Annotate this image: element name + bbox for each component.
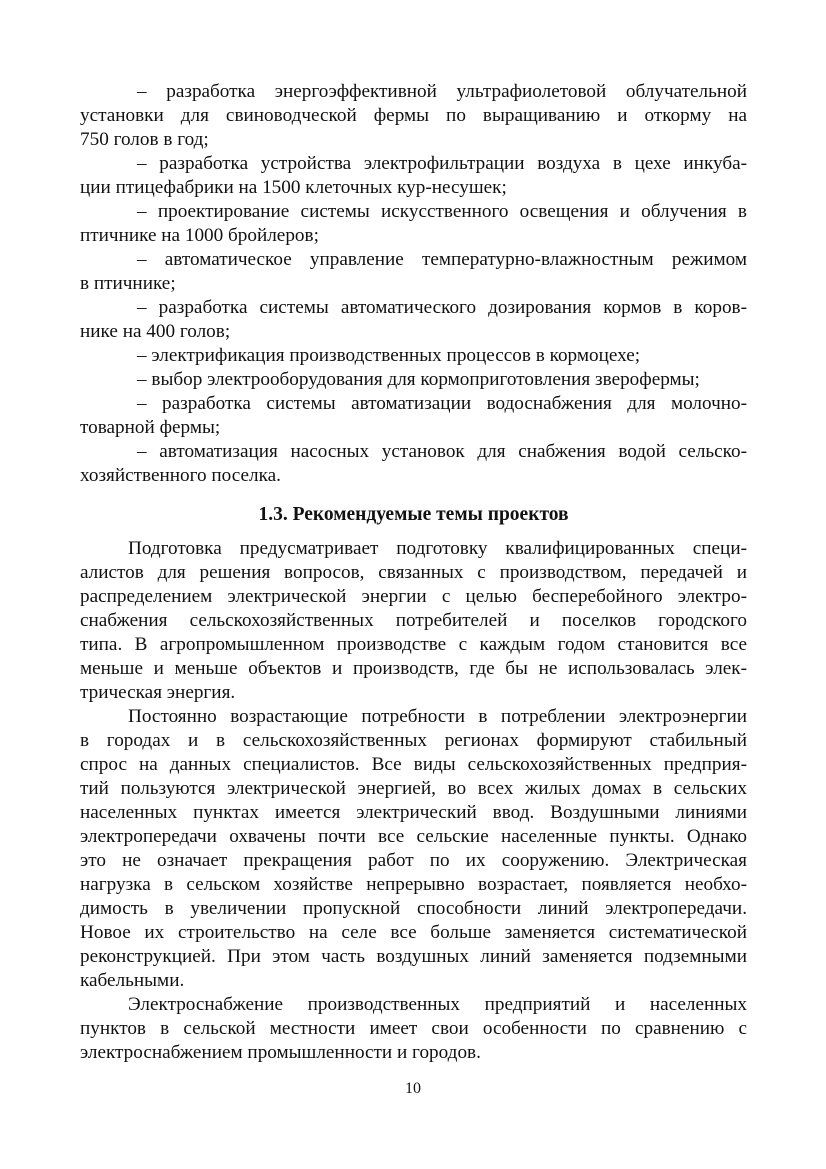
text-line: кабельными. [80,970,185,991]
list-item [80,440,747,488]
list-item [80,248,747,296]
text-line: Новое их строительство на селе все больше заменяется систематической [80,922,747,943]
text-line: распределением электрической энергии с целью бесперебойного электро- [80,586,747,607]
text-line: трическая энергия. [80,682,236,703]
list-item [80,392,747,440]
text-line: тий пользуются электрической энергией, во всех жилых домах в сельских [80,778,747,799]
text-line: товарной фермы; [80,417,221,438]
text-line: 750 голов в год; [80,129,209,150]
text-line: ции птицефабрики на 1500 клеточных кур-несушек; [80,177,507,198]
text-line: нагрузка в сельском хозяйстве непрерывно возрастает, появляется необхо- [80,874,747,895]
text-line: реконструкцией. При этом часть воздушных линий заменяется подземными [80,946,747,967]
text-line: спрос на данных специалистов. Все виды сельскохозяйственных предприя- [80,754,747,775]
text-line: в городах и в сельскохозяйственных регионах формируют стабильный [80,730,747,751]
text-line: электропередачи охвачены почти все сельские населенные пункты. Однако [80,826,747,847]
text-line: Постоянно возрастающие потребности в потреблении электроэнергии [128,706,747,727]
paragraph [80,705,747,993]
text-line: пунктов в сельской местности имеет свои особенности по сравнению с [80,1018,747,1039]
text-line: снабжения сельскохозяйственных потребителей и поселков городского [80,610,747,631]
section-heading: 1.3. Рекомендуемые темы проектов [258,504,569,525]
text-line: в птичнике; [80,273,176,294]
text-line: – автоматическое управление температурно-влажностным режимом [137,249,747,270]
list-item [80,152,747,200]
text-line: населенных пунктах имеется электрический ввод. Воздушными линиями [80,802,747,823]
text-line: – разработка энергоэффективной ультрафиолетовой облучательной [137,81,747,102]
page-number: 10 [405,1080,421,1097]
text-line: – проектирование системы искусственного освещения и облучения в [137,201,747,222]
list-item [80,80,747,152]
text-line: хозяйственного поселка. [80,465,281,486]
text-line: нике на 400 голов; [80,321,231,342]
page-body [80,80,747,1065]
text-line: меньше и меньше объектов и производств, где бы не использовалась элек- [80,658,747,679]
text-line: – разработка устройства электрофильтрации воздуха в цехе инкуба- [137,153,747,174]
text-line: – автоматизация насосных установок для снабжения водой сельско- [137,441,747,462]
text-line: алистов для решения вопросов, связанных с производством, передачей и [80,562,747,583]
text-line: Электроснабжение производственных предприятий и населенных [128,994,747,1015]
paragraph [80,993,747,1065]
text-line: установки для свиноводческой фермы по выращиванию и откорму на [80,105,747,126]
list-item [80,296,747,344]
list-item [80,368,747,392]
text-line: это не означает прекращения работ по их сооружению. Электрическая [80,850,747,871]
text-line: птичнике на 1000 бройлеров; [80,225,319,246]
text-line: – разработка системы автоматизации водоснабжения для молочно- [137,393,747,414]
text-line: Подготовка предусматривает подготовку квалифицированных специ- [128,538,747,559]
text-line: – разработка системы автоматического дозирования кормов в коров- [137,297,747,318]
list-item [80,344,747,368]
text-line: – выбор электрооборудования для кормоприготовления зверофермы; [137,369,700,390]
text-line: типа. В агропромышленном производстве с каждым годом становится все [80,634,747,655]
text-line: димость в увеличении пропускной способности линий электропередачи. [80,898,747,919]
list-item [80,200,747,248]
text-line: – электрификация производственных процессов в кормоцехе; [137,345,641,366]
paragraph [80,537,747,705]
text-line: электроснабжением промышленности и городов. [80,1042,481,1063]
